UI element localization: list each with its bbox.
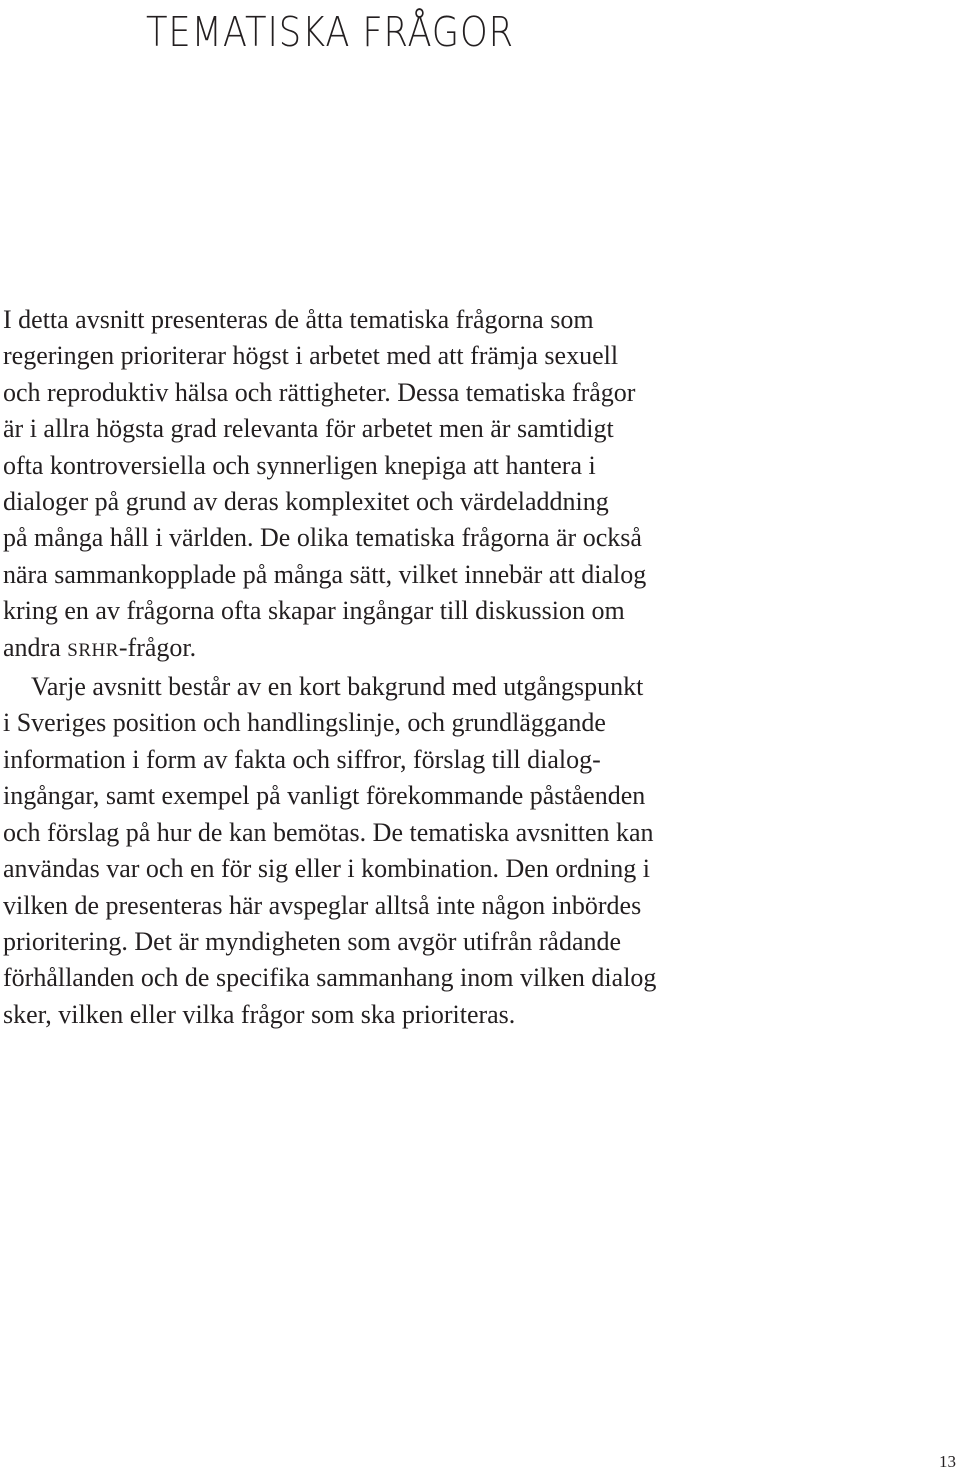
text-line: information i form av fakta och siffror, förslag till dialog- [3,744,601,774]
text-line: sker, vilken eller vilka frågor som ska prioriteras. [3,999,516,1029]
text-line: ingångar, samt exempel på vanligt förekommande påståenden [3,781,646,811]
body-text [3,302,959,1033]
text-line: prioritering. Det är myndigheten som avgör utifrån rådande [3,926,622,956]
text-line: I detta avsnitt presenteras de åtta tematiska frågorna som [3,305,594,334]
text-line: och reproduktiv hälsa och rättigheter. Dessa tematiska frågor [3,377,636,407]
text-line: är i allra högsta grad relevanta för arbetet men är samtidigt [3,414,614,444]
text-line: nära sammankopplade på många sätt, vilket innebär att dialog [3,559,647,589]
text-fragment: andra [3,632,68,662]
text-line: och förslag på hur de kan bemötas. De tematiska avsnitten kan [3,817,654,847]
paragraph-structure [3,669,959,1033]
text-line: ofta kontroversiella och synnerligen knepiga att hantera i [3,450,596,480]
text-fragment: -frågor. [118,632,197,662]
text-line: dialoger på grund av deras komplexitet och värdeladdning [3,487,609,517]
text-line: kring en av frågorna ofta skapar ingångar till diskussion om [3,596,625,626]
text-line: förhållanden och de specifika sammanhang inom vilken dialog [3,963,657,993]
text-line-last [3,630,959,669]
srhr-abbreviation: SRHR [67,639,119,661]
text-line: vilken de presenteras här avspeglar alltså inte någon inbördes [3,890,642,920]
page-title: TEMATISKA FRÅGOR [146,8,514,56]
paragraph-intro [3,302,959,669]
text-line: på många håll i världen. De olika tematiska frågorna är också [3,523,642,553]
text-line: i Sveriges position och handlingslinje, och grundläggande [3,708,606,738]
text-line: Varje avsnitt består av en kort bakgrund med utgångspunkt [31,672,644,702]
page-number: 13 [939,1452,956,1471]
text-line: användas var och en för sig eller i kombination. Den ordning i [3,854,650,884]
text-line: regeringen prioriterar högst i arbetet med att främja sexuell [3,341,619,371]
